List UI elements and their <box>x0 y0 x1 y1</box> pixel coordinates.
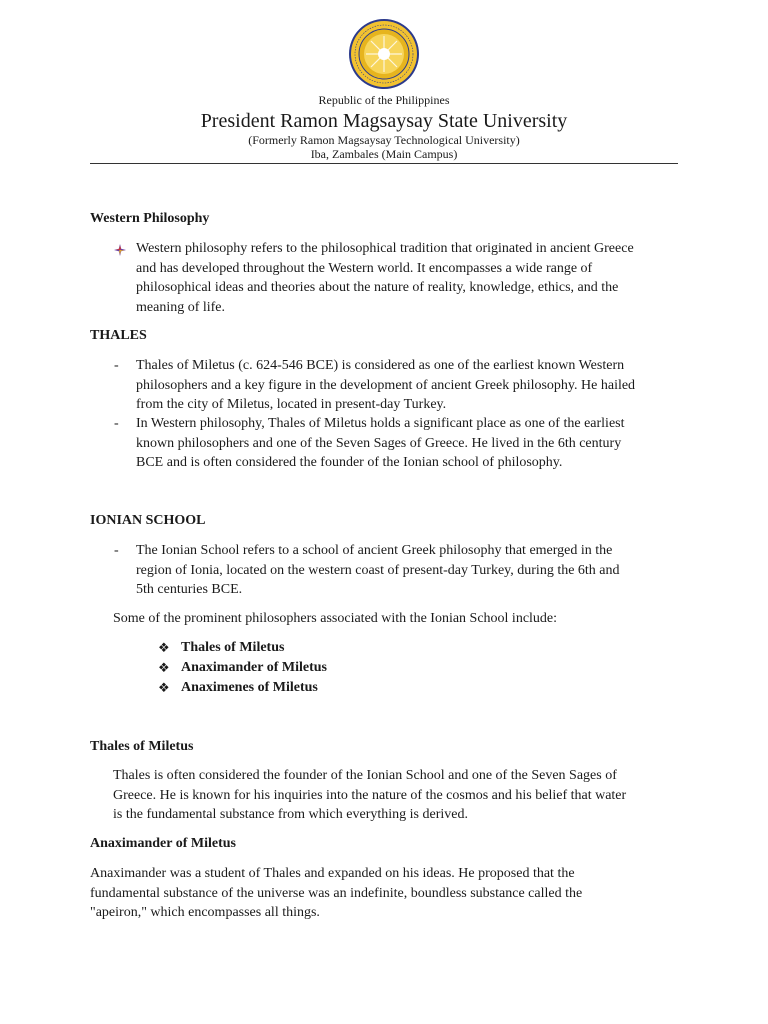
philosopher-item: Anaximander of Miletus <box>181 660 327 675</box>
text-line: region of Ionia, located on the western coast of present-day Turkey, during the 6th and <box>136 562 620 578</box>
dash-bullet: - <box>114 358 119 373</box>
text-line: Thales is often considered the founder of the Ionian School and one of the Seven Sages of <box>113 768 617 783</box>
text-line: In Western philosophy, Thales of Miletus holds a significant place as one of the earliest <box>136 416 625 431</box>
anaximander-paragraph <box>90 864 582 923</box>
section-heading-thales-of-miletus: Thales of Miletus <box>90 739 194 754</box>
text-line: fundamental substance of the universe was an indefinite, boundless substance called the <box>90 885 583 901</box>
text-line: "apeiron," which encompasses all things. <box>90 905 320 920</box>
text-line: is the fundamental substance from which everything is derived. <box>113 807 468 822</box>
thales-detail-paragraph <box>113 766 626 825</box>
text-line: from the city of Miletus, located in present-day Turkey. <box>136 397 447 412</box>
diamond-bullet-icon: ❖ <box>158 680 170 695</box>
text-line: 5th centuries BCE. <box>136 582 243 597</box>
text-line: Thales of Miletus (c. 624-546 BCE) is considered as one of the earliest known Western <box>136 358 625 373</box>
text-line: meaning of life. <box>136 299 226 315</box>
ionian-intro: Some of the prominent philosophers associated with the Ionian School include: <box>113 611 558 626</box>
philosopher-item: Thales of Miletus <box>181 640 285 655</box>
campus-line: Iba, Zambales (Main Campus) <box>310 147 458 161</box>
republic-line: Republic of the Philippines <box>318 93 450 107</box>
text-line: Anaximander was a student of Thales and expanded on his ideas. He proposed that the <box>90 866 575 881</box>
section-heading-western: Western Philosophy <box>90 211 210 226</box>
four-point-star-bullet-icon <box>114 244 126 256</box>
text-line: Greece. He is known for his inquiries into the nature of the cosmos and his belief that water <box>113 787 627 803</box>
text-line: Western philosophy refers to the philosophical tradition that originated in ancient Greece <box>136 241 634 256</box>
text-line: BCE and is often considered the founder of the Ionian school of philosophy. <box>136 455 563 470</box>
section-heading-thales: THALES <box>90 328 147 343</box>
philosopher-item: Anaximenes of Miletus <box>181 680 318 695</box>
dash-bullet: - <box>114 543 119 558</box>
thales-item-1 <box>136 356 635 415</box>
ionian-item <box>136 541 620 600</box>
header-divider <box>90 163 678 164</box>
diamond-bullet-icon: ❖ <box>158 660 170 675</box>
western-paragraph <box>136 239 634 317</box>
text-line: known philosophers and one of the Seven Sages of Greece. He lived in the 6th century <box>136 435 622 451</box>
diamond-bullet-icon: ❖ <box>158 640 170 655</box>
thales-item-2 <box>136 414 625 473</box>
text-line: The Ionian School refers to a school of ancient Greek philosophy that emerged in the <box>136 543 613 558</box>
former-name: (Formerly Ramon Magsaysay Technological University) <box>248 133 520 147</box>
section-heading-ionian: IONIAN SCHOOL <box>90 513 206 528</box>
text-line: and has developed throughout the Western world. It encompasses a wide range of <box>136 260 593 276</box>
text-line: philosophical ideas and theories about the nature of reality, knowledge, ethics, and the <box>136 280 619 295</box>
section-heading-anaximander: Anaximander of Miletus <box>90 836 236 851</box>
text-line: philosophers and a key figure in the development of ancient Greek philosophy. He hailed <box>136 377 636 393</box>
dash-bullet: - <box>114 416 119 431</box>
university-name: President Ramon Magsaysay State University <box>200 110 568 132</box>
university-seal-logo <box>348 18 420 90</box>
